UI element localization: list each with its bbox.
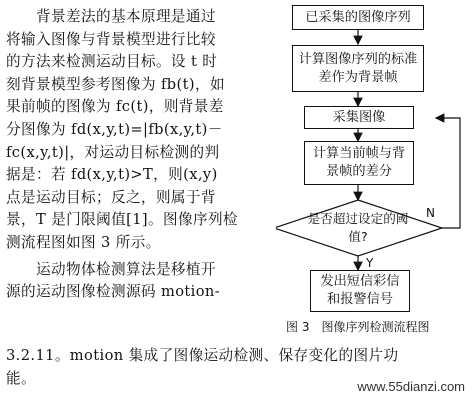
flowchart bbox=[276, 0, 473, 340]
flow-step-4: 计算当前帧与背景帧的差分 bbox=[304, 141, 414, 185]
text-line-wide: 3.2.11。motion 集成了图像运动检测、保存变化的图片功 bbox=[6, 347, 399, 364]
text-line: 运动物体检测算法是移植开 bbox=[6, 260, 216, 278]
flow-step-5: 发出短信彩信和报警信号 bbox=[310, 270, 410, 312]
no-loop-arrow bbox=[436, 118, 460, 228]
flow-step-2: 计算图像序列的标准差作为背景帧 bbox=[292, 45, 424, 92]
yes-label: Y bbox=[366, 256, 374, 270]
flow-step-1: 已采集的图像序列 bbox=[292, 5, 424, 30]
text-line: 将输入图像与背景模型进行比较 bbox=[6, 30, 216, 48]
text-line: 的方法来检测运动目标。设 t 时 bbox=[6, 53, 218, 71]
text-line: 据是：若 fd(x,y,t)>T，则(x,y) bbox=[6, 166, 218, 184]
text-line: 点是运动目标；反之，则属于背 bbox=[6, 188, 216, 206]
text-line: 分图像为 fd(x,y,t)=|fb(x,y,t)－ bbox=[6, 120, 223, 138]
paragraph-1 bbox=[6, 6, 272, 304]
text-line: 源的运动图像检测源码 motion- bbox=[6, 283, 221, 301]
text-line: 刻背景模型参考图像为 fb(t)，如 bbox=[6, 75, 225, 93]
text-line: 测流程图如图 3 所示。 bbox=[6, 233, 161, 251]
text-line: 背景差法的基本原理是通过 bbox=[6, 8, 216, 25]
text-line: 景，T 是门限阈值[1]。图像序列检 bbox=[6, 211, 238, 229]
text-line-wide: 能。 bbox=[6, 370, 36, 387]
flow-step-3: 采集图像 bbox=[304, 106, 414, 129]
text-line: fc(x,y,t)|，对运动目标检测的判 bbox=[6, 143, 220, 161]
watermark: www.55dianzi.com bbox=[357, 379, 465, 394]
no-label: N bbox=[426, 206, 435, 220]
figure-caption: 图 3 图像序列检测流程图 bbox=[286, 320, 430, 334]
decision-text: 是否超过设定的阈值? bbox=[307, 211, 409, 244]
text-line: 果前帧的图像为 fc(t)，则背景差 bbox=[6, 98, 224, 116]
